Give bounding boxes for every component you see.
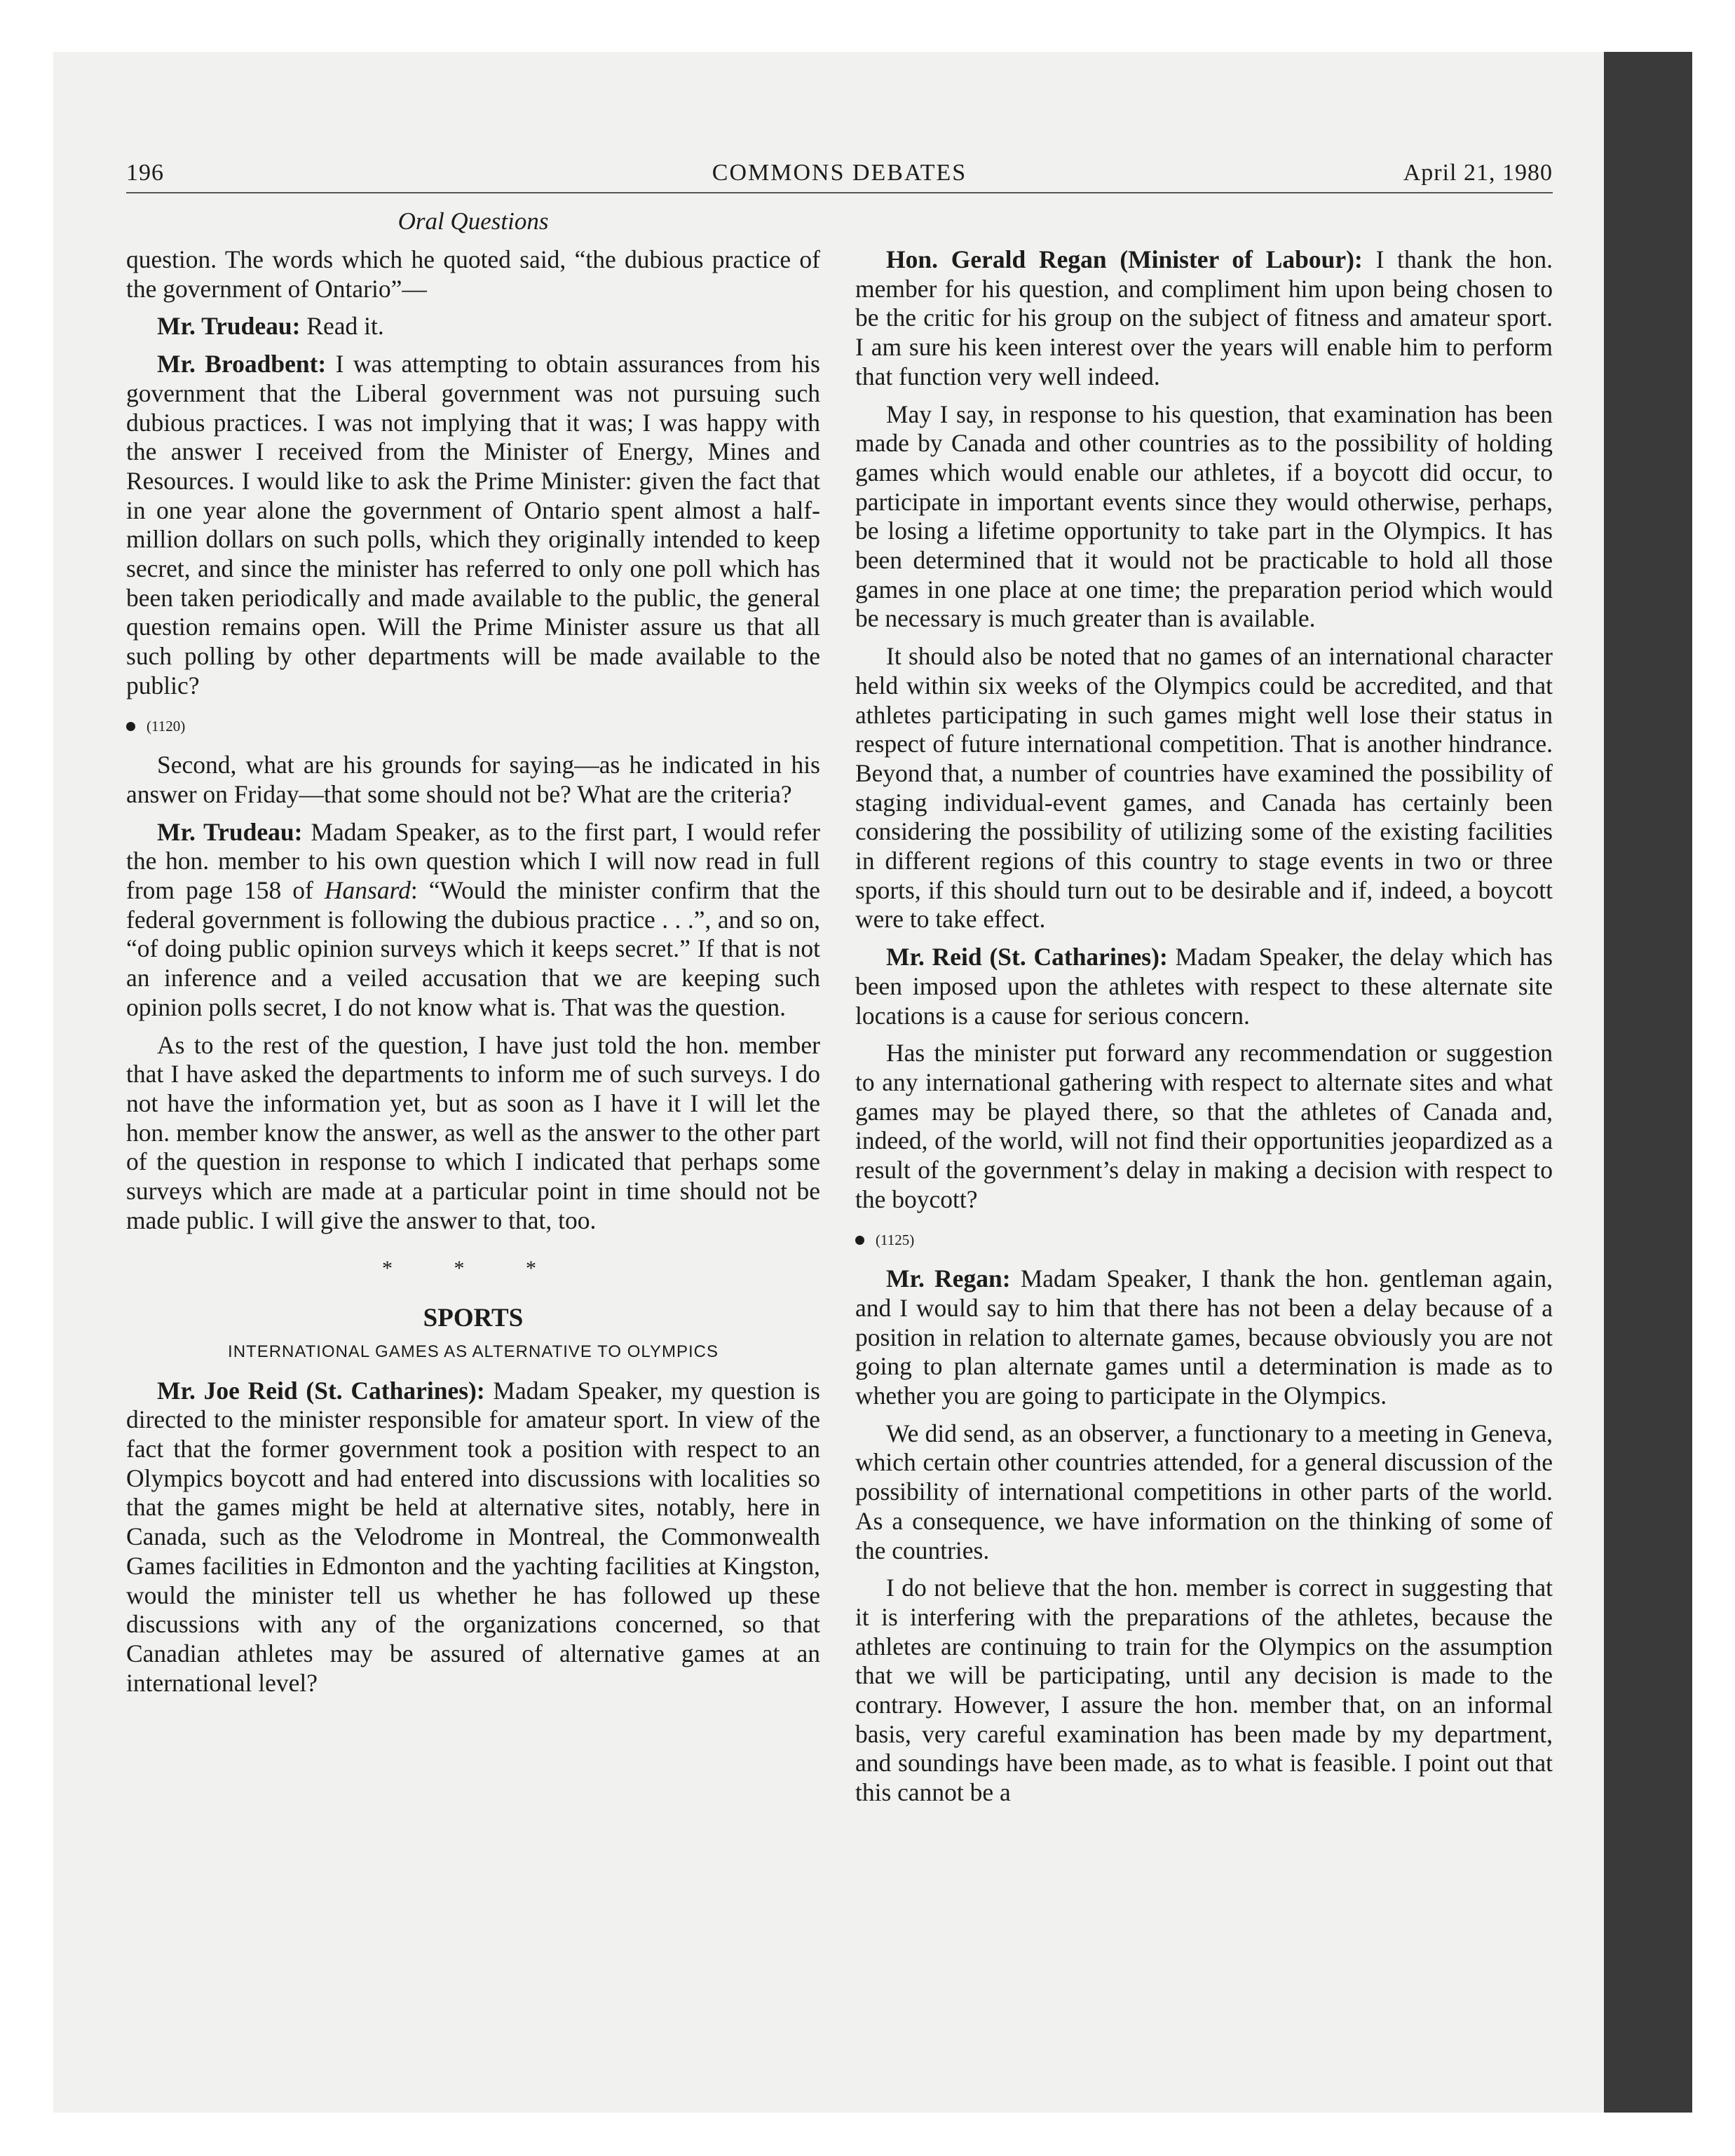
speaker-name: Mr. Joe Reid (St. Catharines): [157, 1376, 485, 1405]
running-head [126, 156, 1553, 193]
left-column [126, 245, 820, 1706]
paragraph [855, 245, 1553, 392]
publication-title: COMMONS DEBATES [712, 160, 967, 186]
speech-text: Madam Speaker, as to the first part, I would refer the hon. member to his own question which I will now read in full from page 158 of [126, 817, 820, 905]
section-divider-stars: * * * [382, 1256, 564, 1280]
paragraph [126, 818, 820, 1023]
speech-text: : “Would the minister confirm that the federal government is following the dubious practice . . .”, and so on, “of doing public opinion surveys which it keeps secret.” If that is not an inference and a veiled accusation that we are keeping such opinion polls secret, I do not know what is. That was the question. [126, 876, 820, 1021]
paragraph: question. The words which he quoted said, “the dubious practice of the government of Ontario”— [126, 245, 820, 303]
page-date: April 21, 1980 [1403, 160, 1553, 186]
speech-text: Madam Speaker, my question is directed to the minister responsible for amateur sport. In view of the fact that the former government took a position with respect to an Olympics boycott and had entered into discussions with localities so that the games might be held at alternative sites, notably, here in Canada, such as the Velodrome in Montreal, the Commonwealth Games facilities in Edmonton and the yachting facilities at Kingston, would the minister tell us whether he has followed up these discussions with any of the organizations concerned, so that Canadian athletes may be assured of alternative games at an international level? [126, 1376, 820, 1697]
speech-text: I thank the hon. member for his question, and compliment him upon being chosen to be the critic for his group on the subject of fitness and amateur sport. I am sure his keen interest over the years will enable him to perform that function very well indeed. [855, 245, 1553, 390]
paragraph: We did send, as an observer, a functionary to a meeting in Geneva, which certain other countries attended, for a general discussion of the possibility of international competitions in other parts of the world. As a consequence, we have information on the thinking of some of the countries. [855, 1419, 1553, 1564]
speech-text: Read it. [300, 312, 384, 341]
speech-text: Madam Speaker, the delay which has been imposed upon the athletes with respect to these alternate site locations is a cause for serious concern. [855, 943, 1553, 1030]
bullet-dot-icon [126, 722, 135, 731]
scan-gutter-shadow [1604, 52, 1692, 2113]
bullet-dot-icon [855, 1236, 864, 1245]
paragraph [855, 1264, 1553, 1411]
section-label: Oral Questions [397, 207, 549, 235]
section-heading: SPORTS [423, 1304, 524, 1333]
paragraph: I do not believe that the hon. member is correct in suggesting that it is interfering with the preparations of the athletes, because the athletes are continuing to train for the Olympics on the assumption that we will be participating, until any decision is made to the contrary. However, I assure the hon. member that, on an informal basis, very careful examination has been made by my department, and soundings have been made, as to what is feasible. I point out that this cannot be a [855, 1574, 1553, 1807]
paragraph [126, 350, 820, 700]
time-marker [126, 712, 820, 742]
speaker-name: Mr. Reid (St. Catharines): [886, 943, 1168, 971]
paragraph [126, 312, 820, 341]
paragraph: It should also be noted that no games of an international character held within six weeks of the Olympics could be accredited, and that athletes participating in such games might well lose their status in respect of future international competition. That is another hindrance. Beyond that, a number of countries have examined the possibility of staging individual-event games, and Canada has certainly been considering the possibility of utilizing some of the existing facilities in different regions of this country to stage events in two or three sports, if this should turn out to be desirable and if, indeed, a boycott were to take effect. [855, 642, 1553, 934]
publication-reference: Hansard [324, 876, 411, 905]
paragraph: May I say, in response to his question, that examination has been made by Canada and other countries as to the possibility of holding games which would enable our athletes, if a boycott did occur, to participate in important events since they would otherwise, perhaps, be losing a lifetime opportunity to take part in the Olympics. It has been determined that it would not be practicable to hold all those games in one place at one time; the preparation period which would be necessary is much greater than is available. [855, 400, 1553, 633]
paragraph: Second, what are his grounds for saying—as he indicated in his answer on Friday—that some should not be? What are the criteria? [126, 751, 820, 808]
right-column [855, 245, 1553, 1816]
speech-text: Madam Speaker, I thank the hon. gentleman again, and I would say to him that there has not been a delay because of a position in relation to alternate games, because obviously you are not going to plan alternate games until a determination is made as to whether you are going to participate in the Olympics. [855, 1264, 1553, 1410]
speaker-name: Mr. Regan: [886, 1264, 1011, 1293]
section-subheading: INTERNATIONAL GAMES AS ALTERNATIVE TO OLYMPICS [228, 1342, 719, 1361]
time-marker-label: (1125) [876, 1231, 915, 1248]
speaker-name: Mr. Trudeau: [157, 817, 303, 846]
paragraph [855, 943, 1553, 1030]
speech-text: I was attempting to obtain assurances from his government that the Liberal government was not pursuing such dubious practices. I was not implying that it was; I was happy with the answer I received from the Minister of Energy, Mines and Resources. I would like to ask the Prime Minister: given the fact that in one year alone the government of Ontario spent almost a half-million dollars on such polls, which they originally intended to keep secret, and since the minister has referred to only one poll which has been taken periodically and made available to the public, the general question remains open. Will the Prime Minister assure us that all such polling by other departments will be made available to the public? [126, 350, 821, 700]
time-marker-label: (1120) [147, 717, 186, 735]
paragraph: As to the rest of the question, I have just told the hon. member that I have asked the departments to inform me of such surveys. I do not have the information yet, but as soon as I have it I will let the hon. member know the answer, as well as the answer to the other part of the question in response to which I indicated that perhaps some surveys which are made at a particular point in time should not be made public. I will give the answer to that, too. [126, 1030, 820, 1234]
page-number: 196 [126, 160, 164, 186]
speaker-name: Hon. Gerald Regan (Minister of Labour): [886, 245, 1363, 273]
paragraph [126, 1377, 820, 1698]
speaker-name: Mr. Trudeau: [157, 312, 301, 341]
speaker-name: Mr. Broadbent: [157, 350, 327, 378]
time-marker [855, 1226, 1553, 1255]
paragraph: Has the minister put forward any recommendation or suggestion to any international gathering with respect to alternate sites and what games may be played there, so that the athletes of Canada and, indeed, of the world, will not find their opportunities jeopardized as a result of the government’s delay in making a decision with respect to the boycott? [855, 1039, 1553, 1213]
